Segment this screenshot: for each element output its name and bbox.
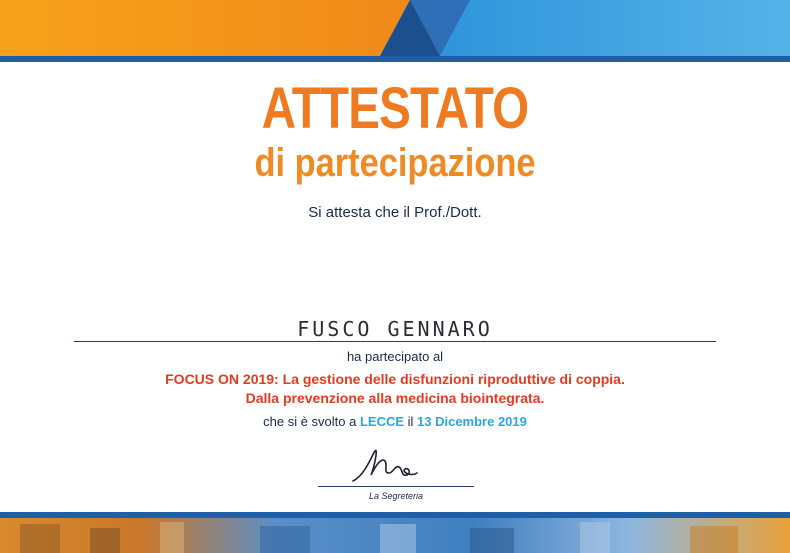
- signature-label: La Segreteria: [368, 491, 424, 501]
- certificate-subtitle: di partecipazione: [254, 141, 536, 185]
- top-decorative-banner: [0, 0, 790, 62]
- participant-name: FUSCO GENNARO: [297, 317, 493, 341]
- participant-name-handwritten: [240, 314, 550, 344]
- venue-mid: il: [404, 414, 418, 429]
- event-prefix: FOCUS ON 2019:: [165, 371, 279, 387]
- participated-line: ha partecipato al: [346, 349, 444, 364]
- venue-date: 13 Dicembre 2019: [417, 414, 527, 429]
- event-line-1: [100, 371, 690, 387]
- name-underline: [74, 341, 716, 342]
- venue-city: LECCE: [359, 414, 405, 429]
- event-title-1: La gestione delle disfunzioni riproduttive di coppia.: [278, 371, 625, 387]
- certificate-title: ATTESTATO: [261, 76, 529, 141]
- signature-line: [318, 486, 474, 487]
- bottom-decorative-banner: [0, 512, 790, 553]
- venue-line: [100, 414, 690, 429]
- signature-mark: [345, 445, 445, 487]
- attest-line: Si attesta che il Prof./Dott.: [308, 204, 482, 221]
- event-line-2: [100, 390, 690, 406]
- venue-prefix: che si è svolto a: [263, 414, 360, 429]
- event-title-2: Dalla prevenzione alla medicina biointegrata.: [245, 390, 545, 406]
